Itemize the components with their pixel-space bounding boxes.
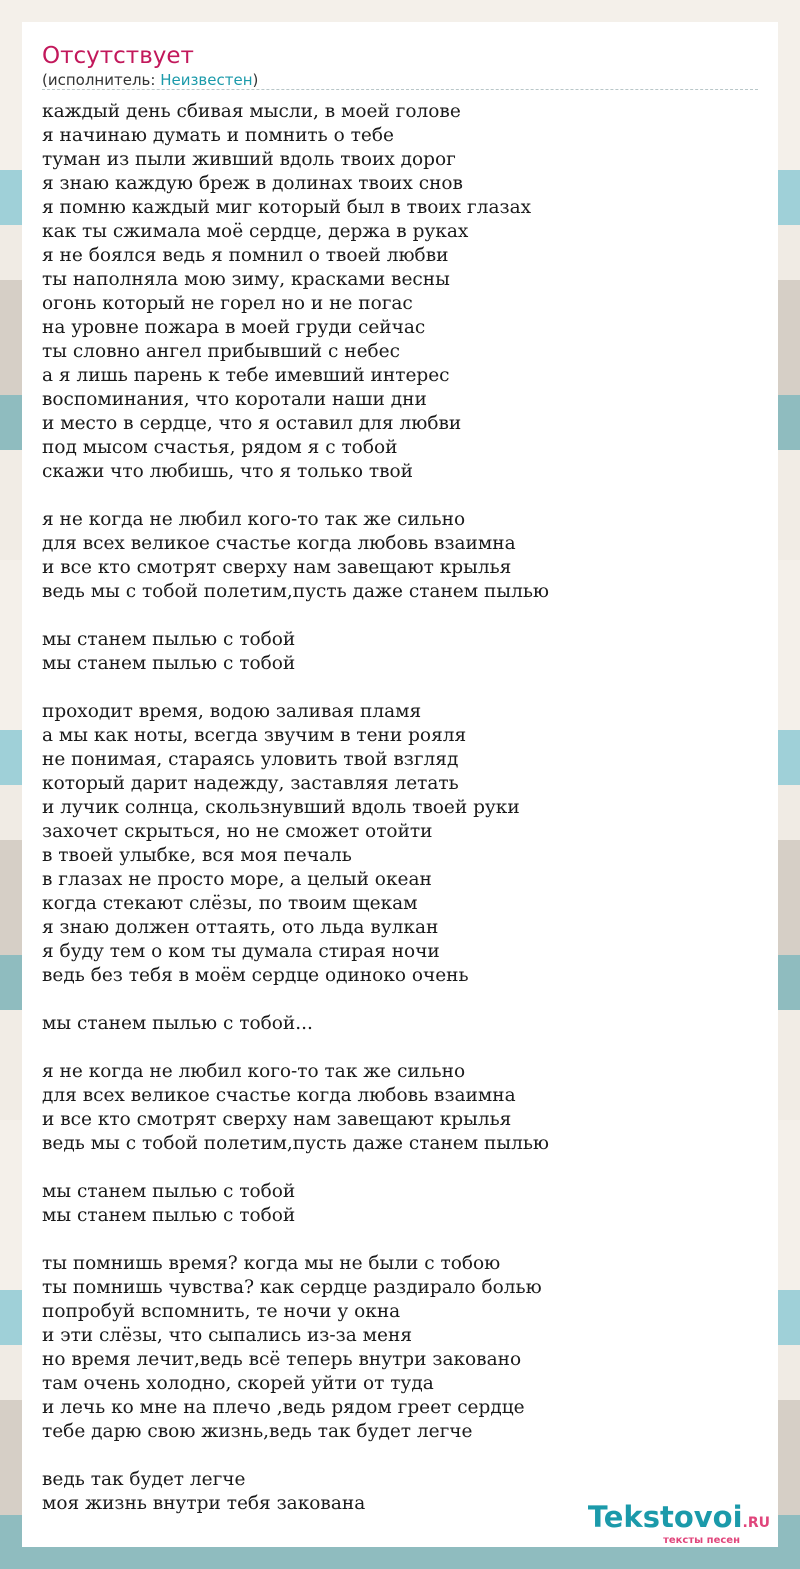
- header-divider: [42, 89, 758, 90]
- logo-wordmark: [588, 1501, 770, 1539]
- artist-suffix: ): [252, 71, 259, 89]
- artist-prefix: (исполнитель:: [42, 71, 161, 89]
- artist-line: [42, 70, 258, 90]
- lyrics-card: [22, 22, 778, 1547]
- logo-tld: .RU: [742, 1515, 770, 1531]
- logo-name: Tekstovoi: [587, 1500, 743, 1534]
- logo-tagline: тексты песен: [663, 1535, 740, 1546]
- lyrics-text: каждый день сбивая мысли, в моей голове я начинаю думать и помнить о тебе туман из пыли живший вдоль твоих дорог я знаю каждую бреж в долинах твоих снов я помню каждый миг который был в твоих глазах как ты сжимала моё сердце, держа в руках я не боялся ведь я помнил о твоей любви ты наполняла мою зиму, красками весны огонь который не горел но и не погас на уровне пожара в моей груди сейчас ты словно ангел прибывший с небес а я лишь парень к тебе имевший интерес воспоминания, что коротали наши дни и место в сердце, что я оставил для любви под мысом счастья, рядом я с тобой скажи что любишь, что я только твой я не когда не любил кого-то так же сильно для всех великое счастье когда любовь взаимна и все кто смотрят сверху нам завещают крылья ведь мы с тобой полетим,пусть даже станем пылью мы станем пылью с тобой мы станем пылью с тобой проходит время, водою заливая пламя а мы как ноты, всегда звучим в тени рояля не понимая, стараясь уловить твой взгляд который дарит надежду, заставляя летать и лучик солнца, скользнувший вдоль твоей руки захочет скрыться, но не сможет отойти в твоей улыбке, вся моя печаль в глазах не просто море, а целый океан когда стекают слёзы, по твоим щекам я знаю должен оттаять, ото льда вулкан я буду тем о ком ты думала стирая ночи ведь без тебя в моём сердце одиноко очень мы станем пылью с тобой... я не когда не любил кого-то так же сильно для всех великое счастье когда любовь взаимна и все кто смотрят сверху нам завещают крылья ведь мы с тобой полетим,пусть даже станем пылью мы станем пылью с тобой мы станем пылью с тобой ты помнишь время? когда мы не были с тобою ты помнишь чувства? как сердце раздирало болью попробуй вспомнить, те ночи у окна и эти слёзы, что сыпались из-за меня но время лечит,ведь всё теперь внутри заковано там очень холодно, скорей уйти от туда и лечь ко мне на плечо ,ведь рядом греет сердце тебе дарю свою жизнь,ведь так будет легче ведь так будет легче моя жизнь внутри тебя закована: [42, 101, 549, 1514]
- song-title: Отсутствует: [42, 43, 194, 69]
- site-logo[interactable]: [588, 1501, 770, 1547]
- artist-link[interactable]: Неизвестен: [160, 71, 253, 89]
